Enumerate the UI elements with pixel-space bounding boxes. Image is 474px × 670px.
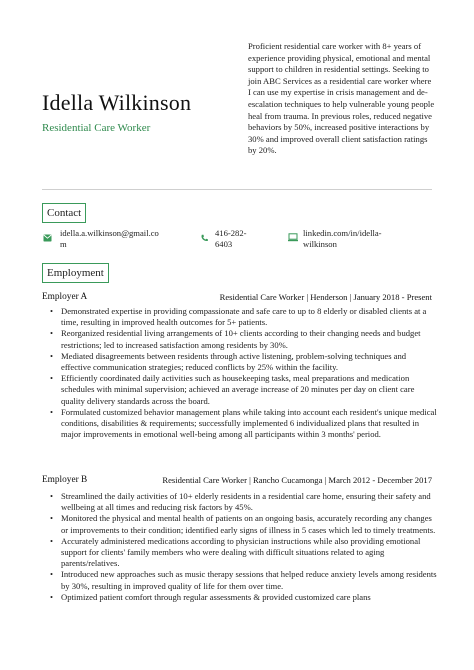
job-meta: Residential Care Worker | Rancho Cucamonga | March 2012 - December 2017: [162, 475, 432, 485]
job-meta: Residential Care Worker | Henderson | January 2018 - Present: [219, 292, 432, 302]
contact-phone-line2: 6403: [215, 239, 233, 249]
job-bullets: [47, 306, 437, 440]
contact-linkedin[interactable]: [303, 228, 382, 250]
job-bullet: • Monitored the physical and mental health of patients on an ongoing basis, accurately recording any changes or improvements to their condition; identified early signs of illness in 5 cases which led to timely treatments.: [47, 513, 437, 535]
job-bullet: • Formulated customized behavior management plans while taking into account each resident's unique medical conditions, disabilities & requirements; successfully implemented 6 individualized plans that resulted in major improvements in emotional well-being among all participants within 3 months' period.: [47, 407, 437, 441]
job-bullet: • Optimized patient comfort through regular assessments & provided customized care plans: [47, 592, 437, 603]
contact-email[interactable]: [60, 228, 159, 250]
phone-icon: [200, 234, 209, 242]
contact-email-line1: idella.a.wilkinson@gmail.co: [60, 228, 159, 238]
header-divider: [42, 189, 432, 190]
candidate-name: Idella Wilkinson: [42, 90, 192, 115]
contact-linkedin-line1: linkedin.com/in/idella-: [303, 228, 382, 238]
employment-section-heading: Employment: [42, 263, 109, 283]
employer-name: Employer A: [42, 292, 88, 302]
employer-name: Employer B: [42, 475, 88, 485]
contact-linkedin-line2: wilkinson: [303, 239, 337, 249]
job-bullet: • Streamlined the daily activities of 10+ elderly residents in a residential care home, ensuring their safety and wellbeing at all times and reducing risk factors by 45%.: [47, 491, 437, 513]
job-bullet: • Demonstrated expertise in providing compassionate and safe care to up to 8 elderly or disabled clients at a time, resulting in improved health outcomes for 5+ patients.: [47, 306, 437, 328]
profile-summary: Proficient residential care worker with 8+ years of experience providing physical, emotional and mental support to children in residential settings. Seeking to join ABC Services as a residential care worker where I can use my expertise in crisis management and de-escalation techniques to help vulnerable young people heal from trauma. In previous roles, reduced negative behaviors by 50%, increased positive interactions by 30% and improved overall client satisfaction ratings by 20%.: [248, 41, 435, 156]
job-bullets: [47, 491, 437, 603]
job-bullet: • Introduced new approaches such as music therapy sessions that helped reduce anxiety levels among residents by 30%, resulting in improved quality of life for them over time.: [47, 569, 437, 591]
job-bullet: • Reorganized residential living arrangements of 10+ clients according to their changing needs and budget restrictions; led to increased satisfaction among residents by 30%.: [47, 328, 437, 350]
contact-phone-line1: 416-282-: [215, 228, 247, 238]
job-bullet: • Accurately administered medications according to physician instructions while also providing emotional support for clients' family members who were dealing with difficult situations related to aging parents/relatives.: [47, 536, 437, 570]
job-bullet: • Efficiently coordinated daily activities such as housekeeping tasks, meal preparations and medication schedules with minimal supervision; achieved an average increase of 20 minutes per day on client care quality delivery standards across the board.: [47, 373, 437, 407]
linkedin-icon: [288, 233, 298, 242]
job-bullet: • Mediated disagreements between residents through active listening, problem-solving techniques and effective communication strategies; reduced conflicts by 25% within the facility.: [47, 351, 437, 373]
candidate-title: Residential Care Worker: [42, 122, 151, 134]
envelope-icon: [43, 234, 52, 242]
contact-email-line2: m: [60, 239, 67, 249]
contact-section-heading: Contact: [42, 203, 86, 223]
contact-phone[interactable]: [215, 228, 247, 250]
